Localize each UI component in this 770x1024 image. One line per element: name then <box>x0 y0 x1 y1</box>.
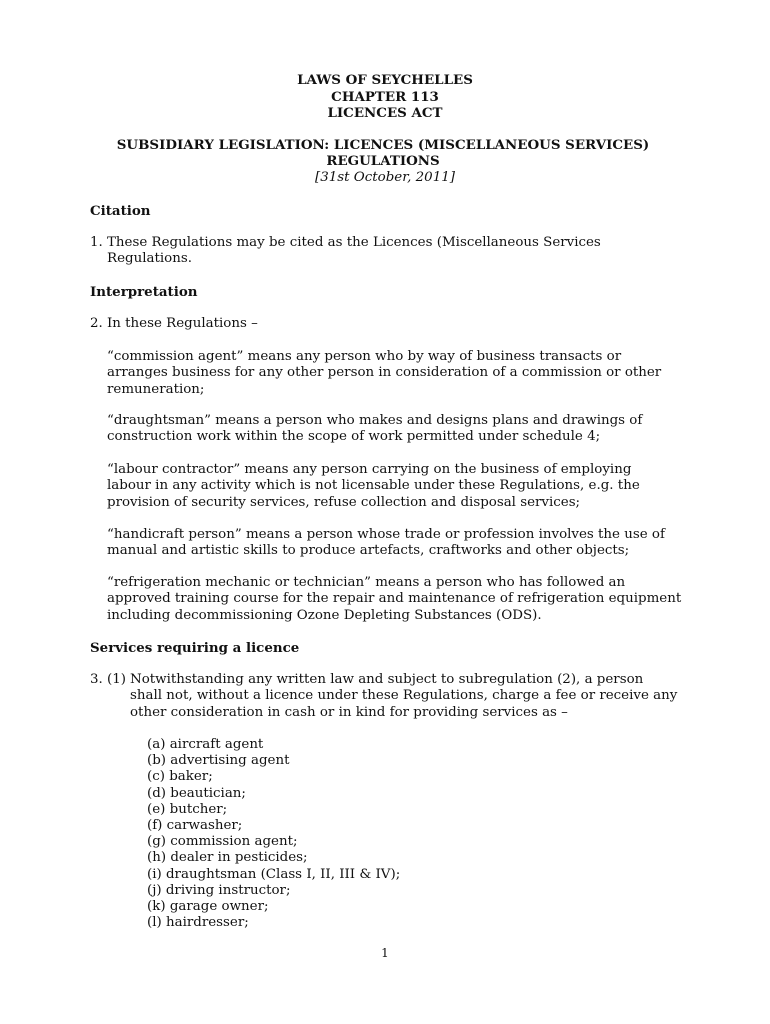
section-3-1 <box>90 672 690 721</box>
list-item: (e) butcher; <box>147 801 228 817</box>
list-item: (f) carwasher; <box>147 818 243 834</box>
section-heading-services: Services requiring a licence <box>90 640 300 656</box>
legislation-title: SUBSIDIARY LEGISLATION: LICENCES (MISCELLANEOUS SERVICES) <box>116 137 650 153</box>
chapter-number: CHAPTER 113 <box>331 89 439 105</box>
list-item: (l) hairdresser; <box>147 915 249 931</box>
definition-handicraft-person: “handicraft person” means a person whose trade or profession involves the use of manual and artistic skills to produce artefacts, craftworks and other objects; <box>107 527 665 559</box>
list-item: (d) beautician; <box>147 785 246 801</box>
legislation-date: [31st October, 2011] <box>315 170 455 185</box>
services-list <box>147 737 400 931</box>
list-item: (b) advertising agent <box>147 753 290 769</box>
legislation-title-cont: REGULATIONS <box>326 153 440 169</box>
act-name: LICENCES ACT <box>327 105 443 121</box>
section-1-number: 1. <box>90 235 103 250</box>
section-3-number: 3. (1) <box>90 672 127 687</box>
section-2 <box>90 316 690 332</box>
page-number: 1 <box>381 946 389 960</box>
definition-refrigeration-mechanic: “refrigeration mechanic or technician” means a person who has followed an approved training course for the repair and maintenance of refrigeration equipment including decommissioning Ozone Depleting Substances (ODS). <box>107 575 682 623</box>
list-item: (g) commission agent; <box>147 834 298 850</box>
section-2-number: 2. <box>90 316 103 331</box>
law-title: LAWS OF SEYCHELLES <box>297 72 473 88</box>
definition-labour-contractor: “labour contractor” means any person carrying on the business of employing labour in any activity which is not licensable under these Regulations, e.g. the provision of security services, refuse collection and disposal services; <box>107 462 640 510</box>
definition-draughtsman: “draughtsman” means a person who makes and designs plans and drawings of construction work within the scope of work permitted under schedule 4; <box>107 413 643 445</box>
list-item: (c) baker; <box>147 769 213 785</box>
section-2-text: In these Regulations – <box>107 316 258 331</box>
section-3-1-text: Notwithstanding any written law and subject to subregulation (2), a person shall not, without a licence under these Regulations, charge a fee or receive any other consideration in cash or in kind for providing services as – <box>130 672 678 720</box>
list-item: (h) dealer in pesticides; <box>147 850 308 866</box>
section-heading-interpretation: Interpretation <box>90 284 198 300</box>
section-1 <box>90 235 690 268</box>
list-item: (i) draughtsman (Class I, II, III & IV); <box>147 866 401 882</box>
list-item: (j) driving instructor; <box>147 882 291 898</box>
list-item: (a) aircraft agent <box>147 737 264 752</box>
section-1-text: These Regulations may be cited as the Licences (Miscellaneous Services Regulations. <box>107 235 601 267</box>
section-heading-citation: Citation <box>90 203 151 219</box>
definition-commission-agent: “commission agent” means any person who by way of business transacts or arranges business for any other person in consideration of a commission or other remuneration; <box>107 349 662 397</box>
list-item: (k) garage owner; <box>147 899 269 915</box>
